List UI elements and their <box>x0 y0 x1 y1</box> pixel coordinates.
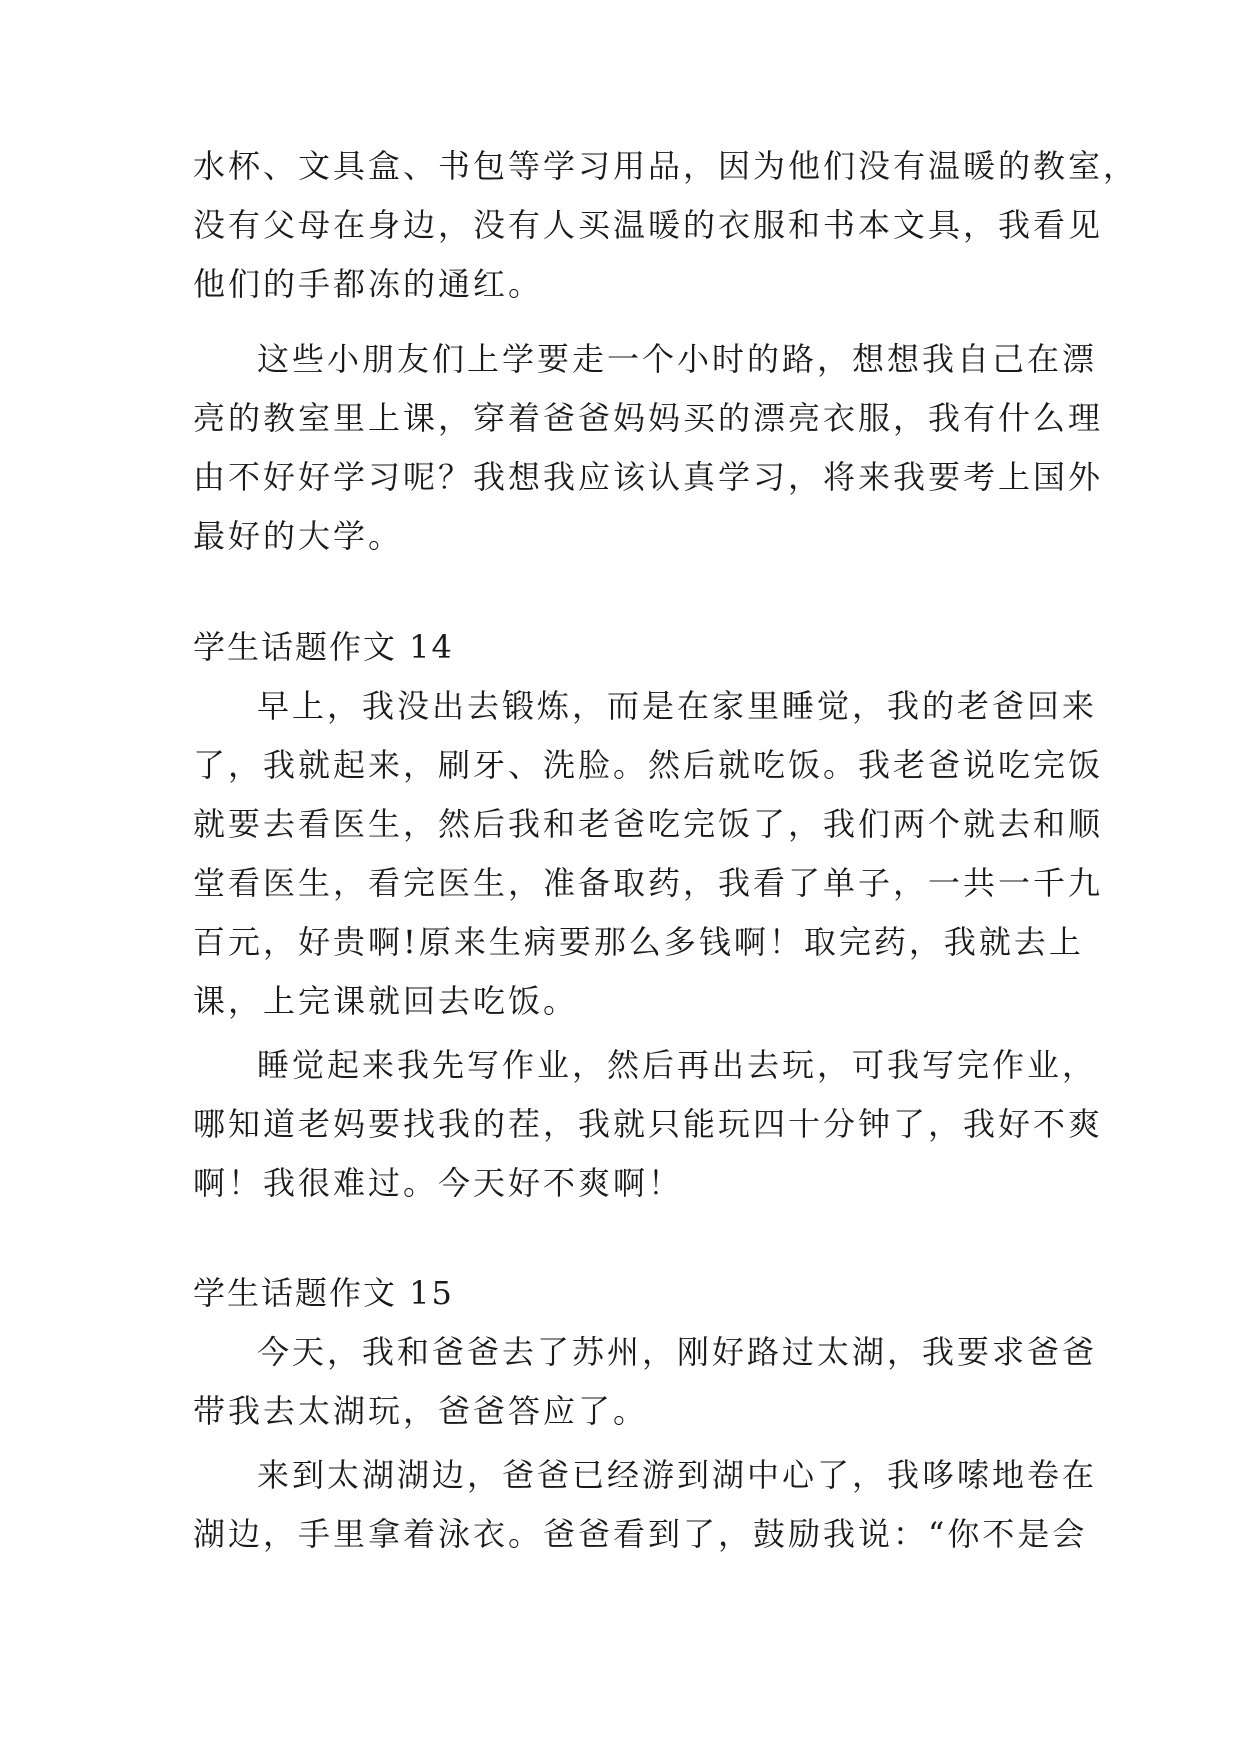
paragraph-line: 睡觉起来我先写作业，然后再出去玩，可我写完作业， <box>257 1046 1098 1084</box>
paragraph-line: 没有父母在身边，没有人买温暖的衣服和书本文具，我看见 <box>193 206 1104 244</box>
paragraph-line: 亮的教室里上课，穿着爸爸妈妈买的漂亮衣服，我有什么理 <box>193 399 1104 437</box>
paragraph-line: 湖边，手里拿着泳衣。爸爸看到了，鼓励我说：“你不是会 <box>193 1515 1088 1553</box>
paragraph-line: 由不好好学习呢？我想我应该认真学习，将来我要考上国外 <box>193 458 1104 496</box>
paragraph-line: 早上，我没出去锻炼，而是在家里睡觉，我的老爸回来 <box>257 687 1098 725</box>
section-heading-14: 学生话题作文 14 <box>193 628 454 666</box>
paragraph-line: 最好的大学。 <box>193 517 404 555</box>
paragraph-line: 就要去看医生，然后我和老爸吃完饭了，我们两个就去和顺 <box>193 805 1104 843</box>
paragraph-line: 哪知道老妈要找我的茬，我就只能玩四十分钟了，我好不爽 <box>193 1105 1104 1143</box>
paragraph-line: 带我去太湖玩，爸爸答应了。 <box>193 1392 649 1430</box>
paragraph-line: 课，上完课就回去吃饭。 <box>193 982 579 1020</box>
paragraph-line: 啊！我很难过。今天好不爽啊！ <box>193 1164 684 1202</box>
paragraph-line: 了，我就起来，刷牙、洗脸。然后就吃饭。我老爸说吃完饭 <box>193 746 1104 784</box>
paragraph-line: 水杯、文具盒、书包等学习用品，因为他们没有温暖的教室， <box>193 147 1139 185</box>
paragraph-line: 堂看医生，看完医生，准备取药，我看了单子，一共一千九 <box>193 864 1104 902</box>
section-heading-15: 学生话题作文 15 <box>193 1274 454 1312</box>
paragraph-line: 他们的手都冻的通红。 <box>193 265 544 303</box>
paragraph-line: 百元，好贵啊!原来生病要那么多钱啊！取完药，我就去上 <box>193 923 1084 961</box>
paragraph-line: 今天，我和爸爸去了苏州，刚好路过太湖，我要求爸爸 <box>257 1333 1098 1371</box>
paragraph-line: 来到太湖湖边，爸爸已经游到湖中心了，我哆嗦地卷在 <box>257 1456 1098 1494</box>
paragraph-line: 这些小朋友们上学要走一个小时的路，想想我自己在漂 <box>257 340 1098 378</box>
